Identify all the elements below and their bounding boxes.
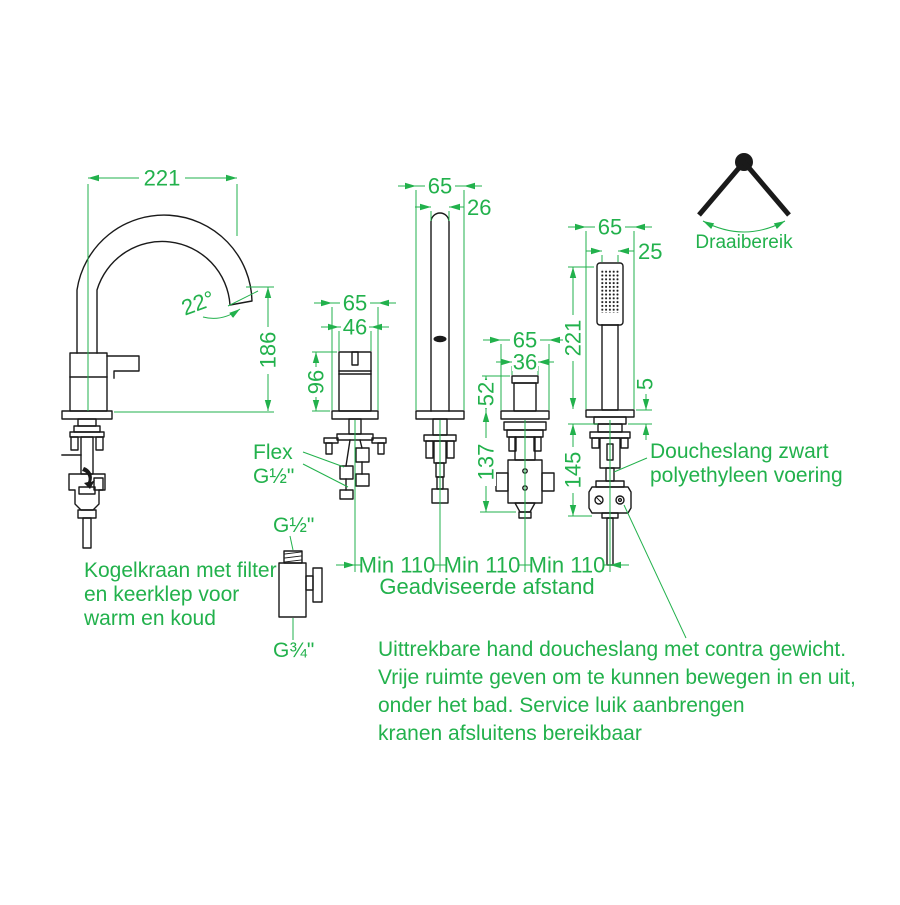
dim-diverter-inner-width xyxy=(496,350,554,376)
note-pullout-line-1: Uittrekbare hand doucheslang met contra gewicht. xyxy=(378,638,847,661)
dim-handle-inner-width-value: 46 xyxy=(342,314,368,340)
dim-min-distance-2: Min 110 xyxy=(443,552,521,578)
note-pullout-handshower xyxy=(378,505,856,745)
dim-diverter-height-below-value: 137 xyxy=(473,443,499,481)
dim-outlet-outer-width-value: 65 xyxy=(427,173,453,199)
label-draaibereik: Draaibereik xyxy=(695,232,793,253)
stop-valve-drawing xyxy=(279,551,322,617)
note-ball-valve-line-2: en keerklep voor xyxy=(84,583,240,606)
label-swivel-range xyxy=(695,232,793,253)
dim-spout-width xyxy=(88,166,237,412)
dim-diverter-height-above xyxy=(474,376,511,411)
dim-spout-angle xyxy=(178,286,258,321)
dim-handshower-deck-gap xyxy=(628,378,658,440)
note-hose-line-2: polyethyleen voering xyxy=(650,464,843,487)
dim-spacing-chain xyxy=(336,553,629,600)
dim-min-distance-3: Min 110 xyxy=(528,552,606,578)
dim-handle-inner-width xyxy=(321,315,389,352)
label-advised-distance: Geadviseerde afstand xyxy=(379,574,595,599)
dim-handshower-diameter-value: 25 xyxy=(638,239,663,264)
dim-handle-height-value: 96 xyxy=(303,369,329,395)
dim-min-distance-1: Min 110 xyxy=(358,552,436,578)
dim-diverter-height-below xyxy=(474,411,517,512)
note-shower-hose xyxy=(614,440,843,487)
note-pullout-line-4: kranen afsluitens bereikbaar xyxy=(378,722,642,745)
note-ball-valve-line-1: Kogelkraan met filter xyxy=(84,559,277,582)
swivel-range-icon xyxy=(699,153,789,232)
dim-spout-angle-value: 22° xyxy=(178,285,218,321)
dim-handshower-outer-width-value: 65 xyxy=(597,214,623,240)
label-g34: G¾" xyxy=(273,639,315,662)
dim-spout-width-value: 221 xyxy=(143,165,181,191)
dim-spout-height-value: 186 xyxy=(255,331,281,369)
dim-handshower-height-above-value: 221 xyxy=(560,319,586,357)
dim-handshower-height-below-value: 145 xyxy=(560,451,586,489)
deck-spout-drawing xyxy=(62,215,252,548)
dim-handshower-deck-gap-value: 5 xyxy=(632,377,658,391)
note-pullout-line-2: Vrije ruimte geven om te kunnen bewegen in en uit, xyxy=(378,666,856,689)
label-flex-hoses xyxy=(253,441,348,488)
dim-outlet-diameter-value: 26 xyxy=(467,195,492,220)
label-g12: G½" xyxy=(273,514,315,537)
label-flex: Flex xyxy=(253,441,293,464)
dim-outlet-diameter xyxy=(415,195,491,221)
dim-diverter-height-above-value: 52 xyxy=(473,381,499,407)
dim-handle-outer-width-value: 65 xyxy=(342,290,368,316)
dim-diverter-outer-width-value: 65 xyxy=(512,327,538,353)
label-flex-size: G½" xyxy=(253,465,295,488)
note-hose-line-1: Doucheslang zwart xyxy=(650,440,829,463)
note-pullout-line-3: onder het bad. Service luik aanbrengen xyxy=(378,694,745,717)
dim-diverter-inner-width-value: 36 xyxy=(512,349,538,375)
note-ball-valve xyxy=(83,559,277,630)
dim-handshower-height-above xyxy=(561,267,595,409)
note-ball-valve-line-3: warm en koud xyxy=(84,607,216,630)
dim-handshower-diameter xyxy=(586,239,662,264)
